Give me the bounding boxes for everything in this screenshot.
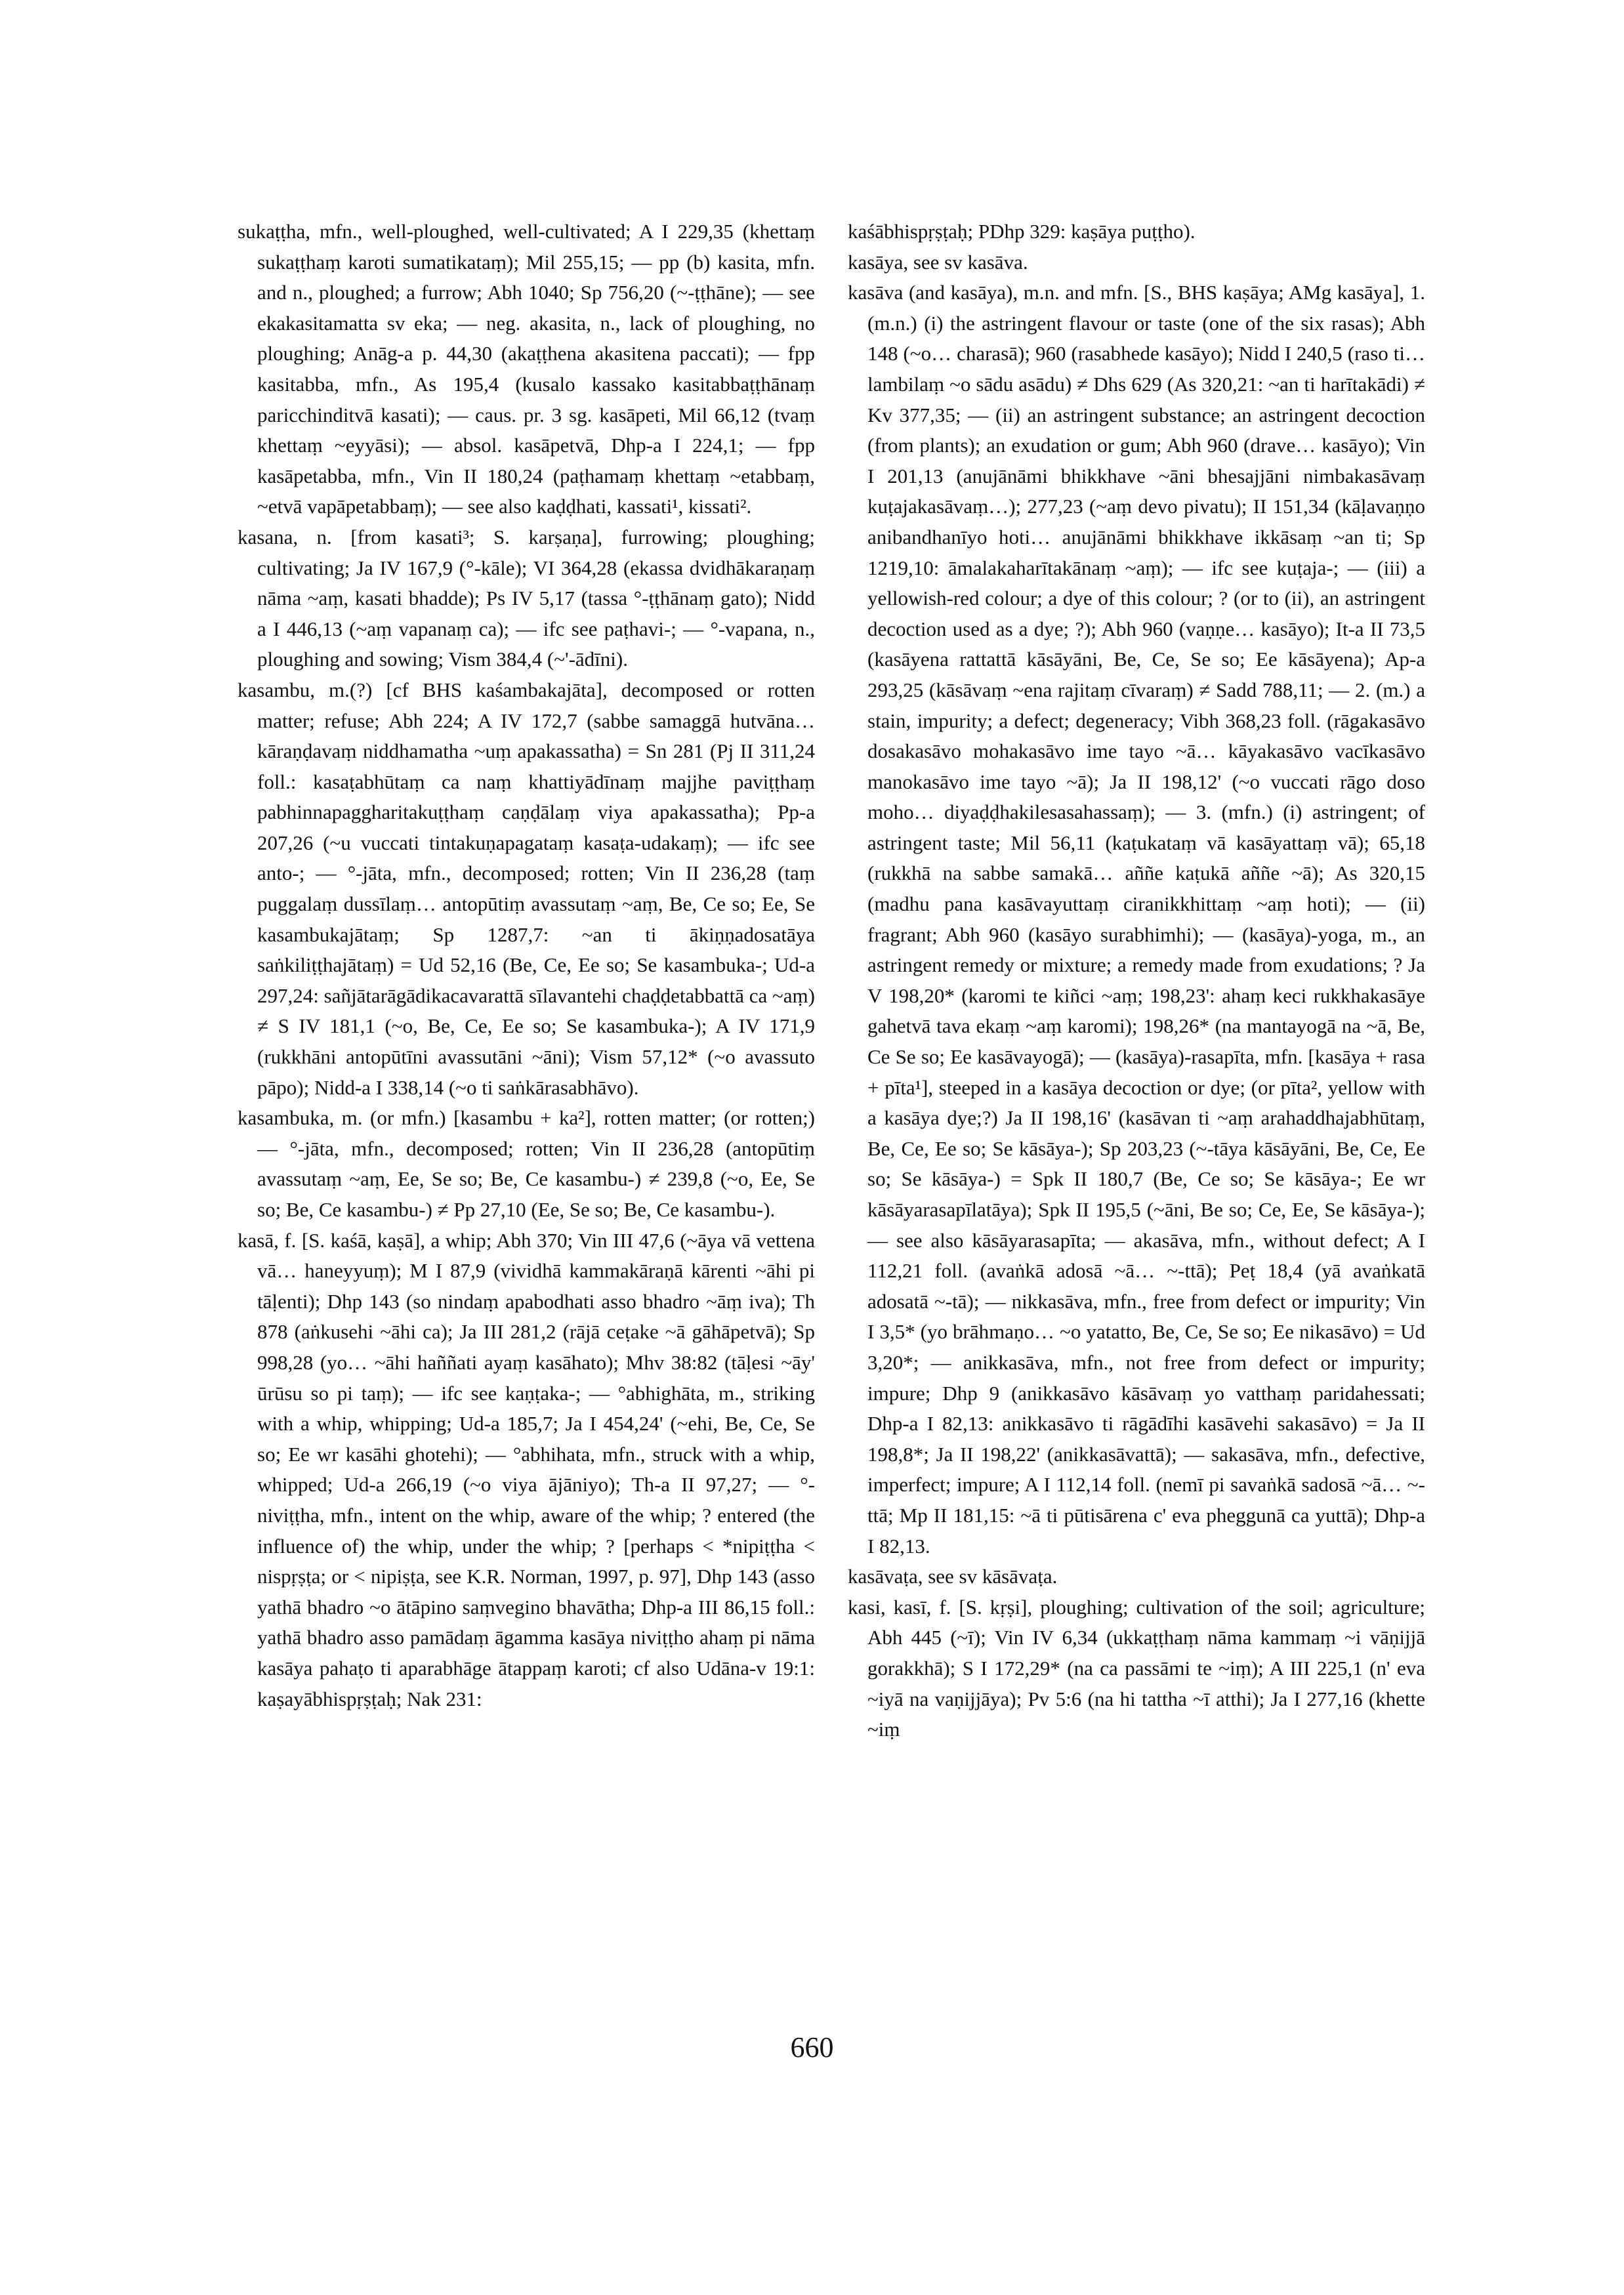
entry-kasaya-see: kasāya, see sv kasāva. <box>848 250 1028 274</box>
entry-kasavata-see: kasāvaṭa, see sv kāsāvaṭa. <box>848 1565 1058 1588</box>
entry-kasana: kasana, n. [from kasati³; S. karṣaṇa], furrowing; ploughing; cultivating; Ja IV 167,9 (°-kāle); VI 364,28 (ekassa dvidhākaraṇaṃ nāma ~aṃ, kasati bhadde); Ps IV 5,17 (tassa °-ṭṭhānaṃ gato); Nidd a I 446,13 (~aṃ vapanaṃ ca); — ifc see paṭhavi-; — °-vapana, n., ploughing and sowing; Vism 384,4 (~'-ādīni). <box>238 525 815 671</box>
right-column <box>848 217 1425 1745</box>
entry-kasava: kasāva (and kasāya), m.n. and mfn. [S., BHS kaṣāya; AMg kasāya], 1. (m.n.) (i) the astringent flavour or taste (one of the six rasas); Abh 148 (~o… charasā); 960 (rasabhede kasāyo); Nidd I 240,5 (raso ti… lambilaṃ ~o sādu asādu) ≠ Dhs 629 (As 320,21: ~an ti harītakādi) ≠ Kv 377,35; — (ii) an astringent substance; an astringent decoction (from plants); an exudation or gum; Abh 960 (drave… kasāyo); Vin I 201,13 (anujānāmi bhikkhave ~āni bhesajjāni nimbakasāvaṃ kuṭajakasāvaṃ…); 277,23 (~aṃ devo pivatu); II 151,34 (kāḷavaṇṇo anibandhanīyo hoti… anujānāmi bhikkhave ikkāsaṃ ~an ti; Sp 1219,10: āmalakaharītakānaṃ ~aṃ); — ifc see kuṭaja-; — (iii) a yellowish-red colour; a dye of this colour; ? (or to (ii), an astringent decoction used as a dye; ?); Abh 960 (vaṇṇe… kasāyo); It-a II 73,5 (kasāyena rattattā kāsāyāni, Be, Ce, Se so; Ee kāsāyena); Ap-a 293,25 (kāsāvaṃ ~ena rajitaṃ cīvaraṃ) ≠ Sadd 788,11; — 2. (m.) a stain, impurity; a defect; degeneracy; Vibh 368,23 foll. (rāgakasāvo dosakasāvo mohakasāvo ime tayo ~ā… kāyakasāvo vacīkasāvo manokasāvo ime tayo ~ā); Ja II 198,12' (~o vuccati rāgo doso moho… diyaḍḍhakilesasahassaṃ); — 3. (mfn.) (i) astringent; of astringent taste; Mil 56,11 (kaṭukataṃ vā kasāyattaṃ vā); 65,18 (rukkhā na sabbe samakā… aññe kaṭukā aññe ~ā); As 320,15 (madhu pana kasāvayuttaṃ ciranikkhittaṃ ~aṃ hoti); — (ii) fragrant; Abh 960 (kasāyo surabhimhi); — (kasāya)-yoga, m., an astringent remedy or mixture; a remedy made from exudations; ? Ja V 198,20* (karomi te kiñci ~aṃ; 198,23': ahaṃ keci rukkhakasāye gahetvā tava ekaṃ ~aṃ karomi); 198,26* (na mantayogā na ~ā, Be, Ce Se so; Ee kasāvayogā); — (kasāya)-rasapīta, mfn. [kasāya + rasa + pīta¹], steeped in a kasāya decoction or dye; (or pīta², yellow with a kasāya dye;?) Ja II 198,16' (kasāvan ti ~aṃ arahaddhajabhūtaṃ, Be, Ce, Ee so; Se kāsāya-); Sp 203,23 (~-tāya kāsāyāni, Be, Ce, Ee so; Se kāsāya-) = Spk II 180,7 (Be, Ce so; Se kāsāya-; Ee wr kāsāyarasapīlatāya); Spk II 195,5 (~āni, Be so; Ce, Ee, Se kāsāya-); — see also kāsāyarasapīta; — akasāva, mfn., without defect; A I 112,21 foll. (avaṅkā adosā ~ā… ~-ttā); Peṭ 18,4 (yā avaṅkatā adosatā ~-tā); — nikkasāva, mfn., free from defect or impurity; Vin I 3,5* (yo brāhmaṇo… ~o yatatto, Be, Ce, Se so; Ee nikasāvo) = Ud 3,20*; — anikkasāva, mfn., not free from defect or impurity; impure; Dhp 9 (anikkasāvo kāsāvaṃ yo vatthaṃ paridahessati; Dhp-a I 82,13: anikkasāvo ti rāgādīhi kasāvehi sakasāvo) = Ja II 198,8*; Ja II 198,22' (anikkasāvattā); — sakasāva, mfn., defective, imperfect; impure; A I 112,14 foll. (nemī pi savaṅkā sadosā ~ā… ~-ttā; Mp II 181,15: ~ā ti pūtisārena c' eva pheggunā ca yuttā); Dhp-a I 82,13. <box>848 281 1425 1558</box>
entry-kasambuka: kasambuka, m. (or mfn.) [kasambu + ka²], rotten matter; (or rotten;) — °-jāta, mfn., decomposed; rotten; Vin II 236,28 (antopūtiṃ avassutaṃ ~aṃ, Ee, Se so; Be, Ce kasambu-) ≠ 239,8 (~o, Ee, Se so; Be, Ce kasambu-) ≠ Pp 27,10 (Ee, Se so; Be, Ce kasambu-). <box>238 1106 815 1221</box>
entry-sukattha: sukaṭṭha, mfn., well-ploughed, well-cultivated; A I 229,35 (khettaṃ sukaṭṭhaṃ karoti sumatikataṃ); Mil 255,15; — pp (b) kasita, mfn. and n., ploughed; a furrow; Abh 1040; Sp 756,20 (~-ṭṭhāne); — see ekakasitamatta sv eka; — neg. akasita, n., lack of ploughing, no ploughing; Anāg-a p. 44,30 (akaṭṭhena akasitena paccati); — fpp kasitabba, mfn., As 195,4 (kusalo kassako kasitabbaṭṭhānaṃ paricchinditvā kasati); — caus. pr. 3 sg. kasāpeti, Mil 66,12 (tvaṃ khettaṃ ~eyyāsi); — absol. kasāpetvā, Dhp-a I 224,1; — fpp kasāpetabba, mfn., Vin II 180,24 (paṭhamaṃ khettaṃ ~etabbaṃ, ~etvā vapāpetabbaṃ); — see also kaḍḍhati, kassati¹, kissati². <box>238 220 815 518</box>
page-number: 660 <box>790 2031 834 2063</box>
entry-kasi: kasi, kasī, f. [S. kṛṣi], ploughing; cultivation of the soil; agriculture; Abh 445 (~ī); Vin IV 6,34 (ukkaṭṭhaṃ nāma kammaṃ ~i vāṇijjā gorakkhā); S I 172,29* (na ca passāmi te ~iṃ); A III 225,1 (n' eva ~iyā na vaṇijjāya); Pv 5:6 (na hi tattha ~ī atthi); Ja I 277,16 (khette ~iṃ <box>848 1595 1425 1741</box>
entry-continuation: kaśābhispṛṣṭaḥ; PDhp 329: kaṣāya puṭṭho). <box>848 220 1196 243</box>
entry-kasa: kasā, f. [S. kaśā, kaṣā], a whip; Abh 370; Vin III 47,6 (~āya vā vettena vā… haneyyuṃ); M I 87,9 (vividhā kammakāraṇā kārenti ~āhi pi tāḷenti); Dhp 143 (so nindaṃ apabodhati asso bhadro ~āṃ iva); Th 878 (aṅkusehi ~āhi ca); Ja III 281,2 (rājā ceṭake ~ā gāhāpetvā); Sp 998,28 (yo… ~āhi haññati ayaṃ kasāhato); Mhv 38:82 (tāḷesi ~āy' ūrūsu so pi taṃ); — ifc see kaṇṭaka-; — °abhighāta, m., striking with a whip, whipping; Ud-a 185,7; Ja I 454,24' (~ehi, Be, Ce, Se so; Ee wr kasāhi ghotehi); — °abhihata, mfn., struck with a whip, whipped; Ud-a 266,19 (~o viya ājāniyo); Th-a II 97,27; — °-niviṭṭha, mfn., intent on the whip, aware of the whip; ? entered (the influence of) the whip, under the whip; ? [perhaps < *nipiṭṭha < nispṛṣṭa; or < nipiṣṭa, see K.R. Norman, 1997, p. 97], Dhp 143 (asso yathā bhadro ~o ātāpino saṃvegino bhavātha; Dhp-a III 86,15 foll.: yathā bhadro asso pamādaṃ āgamma kasāya niviṭṭho ahaṃ pi nāma kasāya pahaṭo ti aparabhāge ātappaṃ karoti; cf also Udāna-v 19:1: kaṣayābhispṛṣṭaḥ; Nak 231: <box>238 1228 815 1710</box>
entry-kasambu: kasambu, m.(?) [cf BHS kaśambakajāta], decomposed or rotten matter; refuse; Abh 224; A IV 172,7 (sabbe samaggā hutvāna… kāraṇḍavaṃ niddhamatha ~uṃ apakassatha) = Sn 281 (Pj II 311,24 foll.: kasaṭabhūtaṃ ca naṃ khattiyādīnaṃ majjhe paviṭṭhaṃ pabhinnapaggharitakuṭṭhaṃ caṇḍālaṃ viya apakassatha); Pp-a 207,26 (~u vuccati tintakuṇapagataṃ kasaṭa-udakaṃ); — ifc see anto-; — °-jāta, mfn., decomposed; rotten; Vin II 236,28 (taṃ puggalaṃ dussīlaṃ… antopūtiṃ avassutaṃ ~aṃ, Be, Ce so; Ee, Se kasambukajātaṃ; Sp 1287,7: ~an ti ākiṇṇadosatāya saṅkiliṭṭhajātaṃ) = Ud 52,16 (Be, Ce, Ee so; Se kasambuka-; Ud-a 297,24: sañjātarāgādikacavarattā sīlavantehi chaḍḍetabbattā ca ~aṃ) ≠ S IV 181,1 (~o, Be, Ce, Ee so; Se kasambuka-); A IV 171,9 (rukkhāni antopūtīni avassutāni ~āni); Vism 57,12* (~o avassuto pāpo); Nidd-a I 338,14 (~o ti saṅkārasabhāvo). <box>238 678 815 1099</box>
left-column <box>238 217 815 1714</box>
